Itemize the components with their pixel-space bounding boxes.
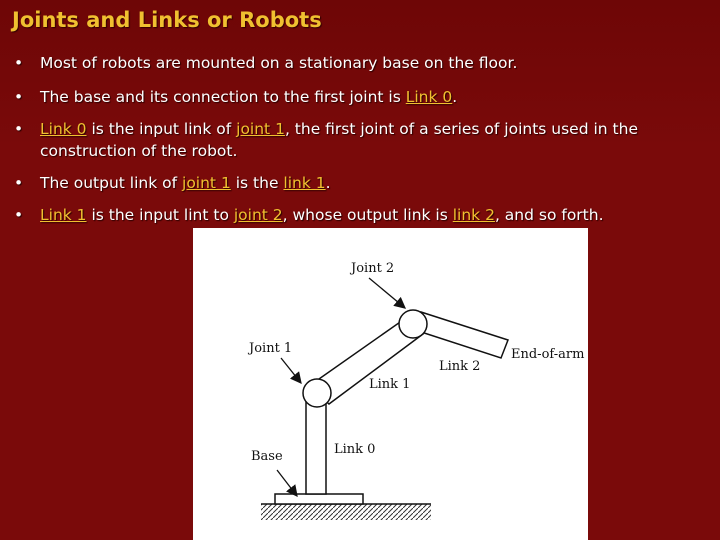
link-1-link[interactable]: link 1 bbox=[283, 174, 326, 192]
base-foot bbox=[275, 494, 363, 504]
robot-arm-svg bbox=[193, 228, 588, 540]
link-0-post bbox=[306, 400, 326, 494]
bullet-text: Link 0 is the input link of joint 1, the first joint of a series of joints used in the construction of the robot. bbox=[40, 120, 638, 160]
bullet-dot: • bbox=[14, 174, 24, 192]
link-0-link[interactable]: Link 0 bbox=[40, 120, 87, 138]
robot-arm-diagram bbox=[193, 228, 588, 540]
joint-1-arrow bbox=[281, 358, 301, 383]
bullet-dot: • bbox=[14, 54, 24, 72]
joint-1-link[interactable]: joint 1 bbox=[236, 120, 285, 138]
bullet-dot: • bbox=[14, 88, 24, 106]
joint-1-label: Joint 1 bbox=[249, 341, 293, 356]
end-of-arm-label: End-of-arm bbox=[511, 347, 585, 362]
base-label: Base bbox=[251, 449, 283, 464]
link-1-label: Link 1 bbox=[369, 377, 411, 392]
link-2-arm bbox=[415, 312, 508, 358]
base-arrow bbox=[277, 470, 297, 496]
joint-1-circle bbox=[303, 379, 331, 407]
slide-title: Joints and Links or Robots bbox=[12, 8, 322, 32]
bullet-dot: • bbox=[14, 206, 24, 224]
floor-hatch bbox=[261, 504, 431, 520]
link-1-link[interactable]: Link 1 bbox=[40, 206, 87, 224]
link-2-link[interactable]: link 2 bbox=[452, 206, 495, 224]
bullet-dot: • bbox=[14, 120, 24, 138]
link-0-label: Link 0 bbox=[334, 442, 376, 457]
joint-2-link[interactable]: joint 2 bbox=[233, 206, 283, 224]
joint-1-link[interactable]: joint 1 bbox=[182, 174, 231, 192]
joint-2-arrow bbox=[369, 278, 405, 308]
joint-2-label: Joint 2 bbox=[351, 261, 395, 276]
bullet-text: The output link of joint 1 is the link 1. bbox=[40, 174, 331, 192]
bullet-text: Link 1 is the input lint to joint 2, whose output link is link 2, and so forth. bbox=[40, 206, 604, 224]
link-0-link[interactable]: Link 0 bbox=[405, 88, 453, 106]
bullet-text: Most of robots are mounted on a stationary base on the floor. bbox=[40, 54, 518, 72]
bullet-text: The base and its connection to the first joint is Link 0. bbox=[40, 88, 458, 106]
link-2-label: Link 2 bbox=[439, 359, 481, 374]
joint-2-circle bbox=[399, 310, 427, 338]
